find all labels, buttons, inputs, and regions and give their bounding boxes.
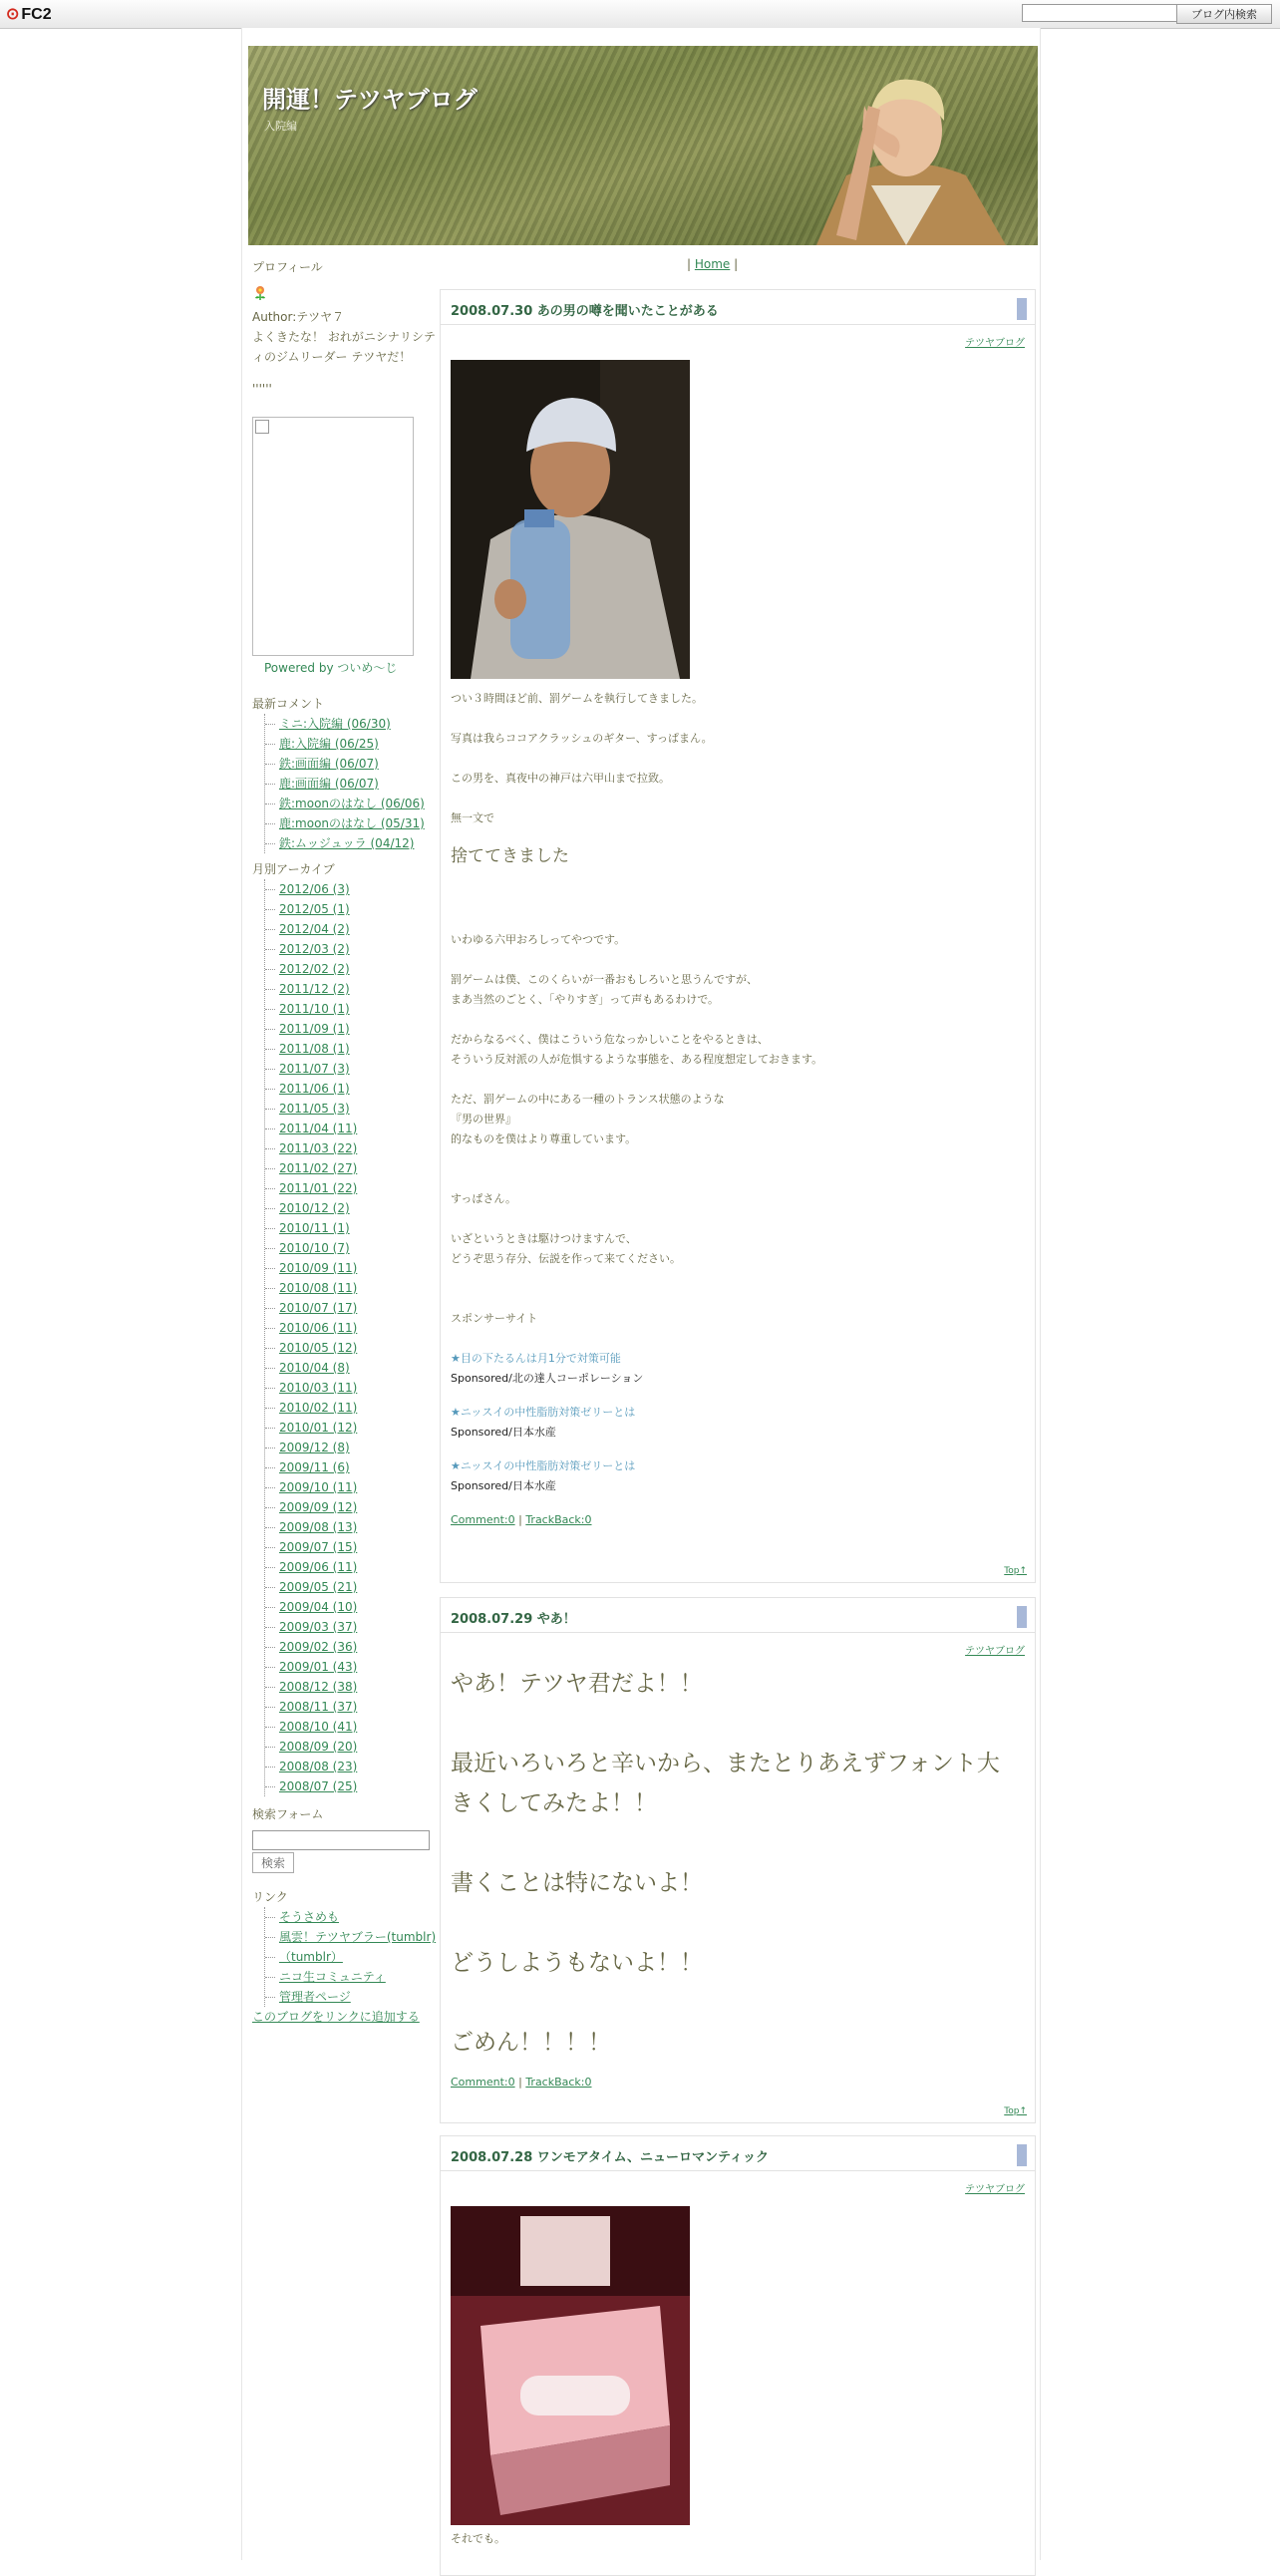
trackback-link[interactable]: TrackBack:0 <box>525 1513 592 1526</box>
sidebar-search-input[interactable] <box>252 1830 430 1850</box>
recent-comment-item <box>273 714 442 734</box>
top-link[interactable]: Top↑ <box>1004 2106 1027 2116</box>
archive-item <box>273 919 442 939</box>
archive-link[interactable]: 2008/11 (37) <box>279 1700 358 1714</box>
archive-item <box>273 1477 442 1497</box>
entry-body: つい３時間ほど前、罰ゲームを執行してきました。 写真は我らココアクラッシュのギター、すっぱまん。 この男を、真夜中の神戸は六甲山まで拉致。 無一文で 捨ててきました いわゆる六甲おろしってやつです。 罰ゲームは僕、このくらいが一番おもしろいと思うんですが、 まあ当然のごとく、「やりすぎ」って声もあるわけで。 だからなるべく、僕はこういう危なっかしいことをやるときは、 そういう反対派の人が危惧するような事態を、ある程度想定しておきます。 ただ、罰ゲームの中にある一種のトランス状態のような 『男の世界』 的なものを僕はより尊重しています。 すっぱさん。 いざというときは駆けつけますんで、 どうぞ思う存分、伝説を作って来てください。 スポンサーサイト ★目の下たるんは月1分で対策可能 Sponsored/北の達人コーポレーション ★ニッスイの中性脂肪対策ゼリーとは Sponsored/日本水産 ★ニッスイの中性脂肪対策ゼリーとは Sponsored/日本水産 Comment:0 | TrackBack:0 <box>451 689 1019 1530</box>
archive-link[interactable]: 2012/05 (1) <box>279 902 350 916</box>
archive-item <box>273 939 442 959</box>
archive-heading: 月別アーカイブ <box>252 862 335 876</box>
recent-comment-link[interactable]: 鹿:画面編 (06/07) <box>279 777 379 791</box>
archive-link[interactable]: 2010/10 (7) <box>279 1241 350 1255</box>
archive-link[interactable]: 2008/10 (41) <box>279 1720 358 1734</box>
archive-item <box>273 959 442 979</box>
blog-search-input[interactable] <box>1022 4 1177 22</box>
sidebar-link-item <box>273 1967 442 1987</box>
archive-link[interactable]: 2011/08 (1) <box>279 1042 350 1056</box>
archive-link[interactable]: 2008/08 (23) <box>279 1760 358 1773</box>
entry-title[interactable]: 2008.07.29 やあ！ <box>451 1612 576 1627</box>
archive-item <box>273 1398 442 1418</box>
sidebar <box>252 257 442 2027</box>
archive-item <box>273 1158 442 1178</box>
entry-big-line: ごめん！！！！ <box>451 2030 611 2056</box>
archive-item <box>273 1099 442 1119</box>
links-heading: リンク <box>252 1890 288 1904</box>
profile-flower-icon <box>252 285 268 301</box>
archive-item <box>273 1517 442 1537</box>
entry-header <box>441 1598 1035 1633</box>
archive-link[interactable]: 2012/06 (3) <box>279 882 350 896</box>
search-form-heading: 検索フォーム <box>252 1807 324 1821</box>
archive-item <box>273 879 442 899</box>
archive-link[interactable]: 2011/09 (1) <box>279 1022 350 1036</box>
archive-link[interactable]: 2009/02 (36) <box>279 1640 358 1654</box>
fc2-fox-icon: ⊙ <box>6 6 20 23</box>
archive-link[interactable]: 2008/09 (20) <box>279 1740 358 1754</box>
powered-by-link[interactable]: Powered by ついめ～じ <box>264 661 398 675</box>
archive-link[interactable]: 2011/01 (22) <box>279 1181 358 1195</box>
archive-item <box>273 1039 442 1059</box>
archive-link[interactable]: 2011/06 (1) <box>279 1082 350 1096</box>
blog-entry-1 <box>440 289 1036 1583</box>
entry-author-link[interactable]: テツヤブログ <box>965 2184 1025 2195</box>
archive-item <box>273 1677 442 1697</box>
recent-comment-link[interactable]: ミニ:入院編 (06/30) <box>279 717 391 731</box>
recent-comments-heading: 最新コメント <box>252 697 325 711</box>
entry-line: まあ当然のごとく、「やりすぎ」って声もあるわけで。 <box>451 993 720 1006</box>
entry-header <box>441 290 1035 325</box>
entry-big-line: やあ！テツヤ君だよ！！ <box>451 1671 703 1697</box>
sidebar-link-item <box>273 1927 442 1947</box>
profile-dots: '''''' <box>252 382 272 396</box>
archive-item <box>273 1557 442 1577</box>
archive-link[interactable]: 2009/05 (21) <box>279 1580 358 1594</box>
sidebar-link-item <box>273 1907 442 1927</box>
entry-photo-man-with-bottle[interactable] <box>451 360 690 679</box>
archive-item <box>273 1776 442 1796</box>
entry-title-marker <box>1017 298 1027 320</box>
archive-link[interactable]: 2011/07 (3) <box>279 1062 350 1076</box>
entry-big-line: どうしようもないよ！！ <box>451 1950 703 1976</box>
entry-title-marker <box>1017 1606 1027 1628</box>
recent-comment-item <box>273 813 442 833</box>
archive-item <box>273 1617 442 1637</box>
archive-item <box>273 999 442 1019</box>
archive-link[interactable]: 2009/12 (8) <box>279 1441 350 1454</box>
recent-comment-item <box>273 794 442 813</box>
archive-item <box>273 1238 442 1258</box>
entry-title[interactable]: 2008.07.28 ワンモアタイム、ニューロマンティック <box>451 2150 769 2165</box>
archive-link[interactable]: 2011/10 (1) <box>279 1002 350 1016</box>
archive-link[interactable]: 2008/07 (25) <box>279 1779 358 1793</box>
archive-item <box>273 1079 442 1099</box>
recent-comment-link[interactable]: 鉄:ムッジュッラ (04/12) <box>279 836 415 850</box>
archive-link[interactable]: 2011/05 (3) <box>279 1102 350 1116</box>
archive-item <box>273 1697 442 1717</box>
entry-big-line: 最近いろいろと辛いから、またとりあえずフォント大きくしてみたよ！！ <box>451 1751 1000 1816</box>
archive-link[interactable]: 2009/11 (6) <box>279 1460 350 1474</box>
entry-line: だからなるべく、僕はこういう危なっかしいことをやるときは、 <box>451 1033 769 1046</box>
blog-search-button[interactable]: ブログ内検索 <box>1176 4 1272 24</box>
archive-link[interactable]: 2012/03 (2) <box>279 942 350 956</box>
archive-item <box>273 1318 442 1338</box>
archive-link[interactable]: 2010/02 (11) <box>279 1401 358 1415</box>
sidebar-link-item <box>273 1947 442 1967</box>
blog-banner <box>248 46 1038 245</box>
fc2-toolbar <box>0 0 1280 29</box>
archive-item <box>273 1178 442 1198</box>
archive-link[interactable]: 2010/05 (12) <box>279 1341 358 1355</box>
archive-link[interactable]: 2008/12 (38) <box>279 1680 358 1694</box>
archive-link[interactable]: 2010/01 (12) <box>279 1421 358 1435</box>
recent-comment-item <box>273 774 442 794</box>
archive-link[interactable]: 2009/09 (12) <box>279 1500 358 1514</box>
archive-item <box>273 899 442 919</box>
recent-comments-list <box>264 714 442 853</box>
blog-subtitle: 入院編 <box>264 120 297 133</box>
sponsor-link[interactable]: ★目の下たるんは月1分で対策可能 <box>451 1352 621 1365</box>
entry-title-marker <box>1017 2144 1027 2166</box>
entry-line: それでも。 <box>451 2532 505 2545</box>
archive-link[interactable]: 2011/02 (27) <box>279 1161 358 1175</box>
archive-item <box>273 1637 442 1657</box>
sponsor-link[interactable]: ★ニッスイの中性脂肪対策ゼリーとは <box>451 1459 636 1472</box>
recent-comment-item <box>273 734 442 754</box>
archive-link[interactable]: 2009/01 (43) <box>279 1660 358 1674</box>
sponsor-link[interactable]: ★ニッスイの中性脂肪対策ゼリーとは <box>451 1406 636 1419</box>
archive-item <box>273 1059 442 1079</box>
sidebar-search-button[interactable]: 検索 <box>252 1852 294 1873</box>
archive-item <box>273 1198 442 1218</box>
sponsor-name: Sponsored/日本水産 <box>451 1426 556 1439</box>
archive-item <box>273 1757 442 1776</box>
archive-link[interactable]: 2010/08 (11) <box>279 1281 358 1295</box>
archive-item <box>273 1378 442 1398</box>
archive-item <box>273 1717 442 1737</box>
broken-image-icon <box>255 420 269 434</box>
sidebar-link-link[interactable]: ニコ生コミュニティ <box>279 1970 386 1984</box>
archive-item <box>273 1438 442 1457</box>
archive-item <box>273 1497 442 1517</box>
archive-item <box>273 1418 442 1438</box>
sidebar-link-link[interactable]: （tumblr） <box>279 1950 343 1964</box>
archive-item <box>273 1258 442 1278</box>
archive-link[interactable]: 2009/10 (11) <box>279 1480 358 1494</box>
archive-link[interactable]: 2010/09 (11) <box>279 1261 358 1275</box>
entry-line: 写真は我らココアクラッシュのギター、すっぱまん。 <box>451 732 713 745</box>
entry-author-link[interactable]: テツヤブログ <box>965 1646 1025 1657</box>
entry-line: つい３時間ほど前、罰ゲームを執行してきました。 <box>451 692 703 705</box>
entry-line: 『男の世界』 <box>451 1113 516 1126</box>
sidebar-link-link[interactable]: 管理者ページ <box>279 1990 351 2004</box>
archive-item <box>273 1019 442 1039</box>
archive-item <box>273 1119 442 1138</box>
sidebar-link-link[interactable]: そうさめも <box>279 1910 340 1924</box>
entry-author-link[interactable]: テツヤブログ <box>965 338 1025 349</box>
entry-photo-toilet-paper-holder[interactable] <box>451 2206 690 2525</box>
add-blog-link[interactable]: このブログをリンクに追加する <box>252 2010 420 2024</box>
recent-comment-link[interactable]: 鉄:画面編 (06/07) <box>279 757 379 771</box>
archive-link[interactable]: 2012/02 (2) <box>279 962 350 976</box>
archive-item <box>273 1737 442 1757</box>
entry-body <box>451 2529 505 2549</box>
archive-item <box>273 979 442 999</box>
entry-line: 無一文で <box>451 811 494 824</box>
entry-body: やあ！テツヤ君だよ！！ 最近いろいろと辛いから、またとりあえずフォント大きくしてみたよ！！ 書くことは特にないよ！ どうしようもないよ！！ ごめん！！！！ Comment:0 | TrackBack:0 <box>451 1664 1009 2093</box>
archive-link[interactable]: 2010/06 (11) <box>279 1321 358 1335</box>
links-list <box>264 1907 442 2007</box>
archive-item <box>273 1657 442 1677</box>
archive-link[interactable]: 2009/07 (15) <box>279 1540 358 1554</box>
sponsor-heading: スポンサーサイト <box>451 1312 538 1325</box>
fc2-logo-text: FC2 <box>21 6 52 23</box>
top-link[interactable]: Top↑ <box>1004 1566 1027 1576</box>
archive-item <box>273 1278 442 1298</box>
recent-comment-link[interactable]: 鹿:入院編 (06/25) <box>279 737 379 751</box>
blog-title[interactable]: 開運！テツヤブログ <box>262 86 478 114</box>
archive-link[interactable]: 2010/04 (8) <box>279 1361 350 1375</box>
profile-author: Author:テツヤ７ <box>252 310 345 324</box>
archive-link[interactable]: 2009/08 (13) <box>279 1520 358 1534</box>
blog-entry-3 <box>440 2135 1036 2576</box>
entry-line: すっぱさん。 <box>451 1192 516 1205</box>
profile-text <box>252 307 442 399</box>
comment-link[interactable]: Comment:0 <box>451 2076 515 2089</box>
entry-title[interactable]: 2008.07.30 あの男の噂を聞いたことがある <box>451 304 719 319</box>
recent-comment-item <box>273 754 442 774</box>
sidebar-link-item <box>273 1987 442 2007</box>
entry-line: いざというときは駆けつけますんで、 <box>451 1232 637 1245</box>
entry-emphasis: 捨ててきました <box>451 846 569 866</box>
nav-separator: | <box>730 257 739 271</box>
entry-line: そういう反対派の人が危惧するような事態を、ある程度想定しておきます。 <box>451 1053 823 1066</box>
blog-entry-2 <box>440 1597 1036 2123</box>
entry-header <box>441 2136 1035 2171</box>
recent-comment-link[interactable]: 鹿:moonのはなし (05/31) <box>279 816 425 830</box>
comment-link[interactable]: Comment:0 <box>451 1513 515 1526</box>
sponsor-name: Sponsored/北の達人コーポレーション <box>451 1372 644 1385</box>
archive-item <box>273 1218 442 1238</box>
archive-item <box>273 1577 442 1597</box>
entry-big-line: 書くことは特にないよ！ <box>451 1870 703 1896</box>
blog-page <box>241 28 1041 2560</box>
profile-description: よくきたな！ おれがニシナリシティのジムリーダー テツヤだ！ <box>252 330 436 364</box>
archive-link[interactable]: 2012/04 (2) <box>279 922 350 936</box>
archive-link[interactable]: 2009/04 (10) <box>279 1600 358 1614</box>
archive-link[interactable]: 2010/11 (1) <box>279 1221 350 1235</box>
profile-heading: プロフィール <box>252 260 323 274</box>
archive-item <box>273 1138 442 1158</box>
fc2-logo[interactable] <box>6 4 52 24</box>
top-nav <box>687 257 738 271</box>
archive-link[interactable]: 2011/04 (11) <box>279 1122 358 1135</box>
recent-comment-item <box>273 833 442 853</box>
archive-item <box>273 1537 442 1557</box>
archive-link[interactable]: 2010/07 (17) <box>279 1301 358 1315</box>
entry-line: どうぞ思う存分、伝説を作って来てください。 <box>451 1252 681 1265</box>
entry-line: ただ、罰ゲームの中にある一種のトランス状態のような <box>451 1093 725 1106</box>
archive-item <box>273 1358 442 1378</box>
nav-separator: | <box>687 257 695 271</box>
archive-item <box>273 1597 442 1617</box>
archive-link[interactable]: 2011/03 (22) <box>279 1141 358 1155</box>
archive-link[interactable]: 2009/03 (37) <box>279 1620 358 1634</box>
archive-item <box>273 1338 442 1358</box>
nav-home-link[interactable]: Home <box>694 257 731 271</box>
entry-line: 罰ゲームは僕、このくらいが一番おもしろいと思うんですが、 <box>451 973 758 986</box>
archive-list <box>264 879 442 1796</box>
entry-line: いわゆる六甲おろしってやつです。 <box>451 933 626 946</box>
twimage-widget[interactable] <box>252 417 414 656</box>
trackback-link[interactable]: TrackBack:0 <box>525 2076 592 2089</box>
archive-link[interactable]: 2010/03 (11) <box>279 1381 358 1395</box>
archive-link[interactable]: 2010/12 (2) <box>279 1201 350 1215</box>
entry-line: 的なものを僕はより尊重しています。 <box>451 1132 637 1145</box>
archive-item <box>273 1457 442 1477</box>
archive-item <box>273 1298 442 1318</box>
archive-link[interactable]: 2009/06 (11) <box>279 1560 358 1574</box>
entry-line: この男を、真夜中の神戸は六甲山まで拉致。 <box>451 772 670 785</box>
recent-comment-link[interactable]: 鉄:moonのはなし (06/06) <box>279 797 425 810</box>
archive-link[interactable]: 2011/12 (2) <box>279 982 350 996</box>
banner-person-image <box>777 66 1036 245</box>
sidebar-link-link[interactable]: 風雲！テツヤブラー(tumblr) <box>279 1930 437 1944</box>
sponsor-name: Sponsored/日本水産 <box>451 1479 556 1492</box>
